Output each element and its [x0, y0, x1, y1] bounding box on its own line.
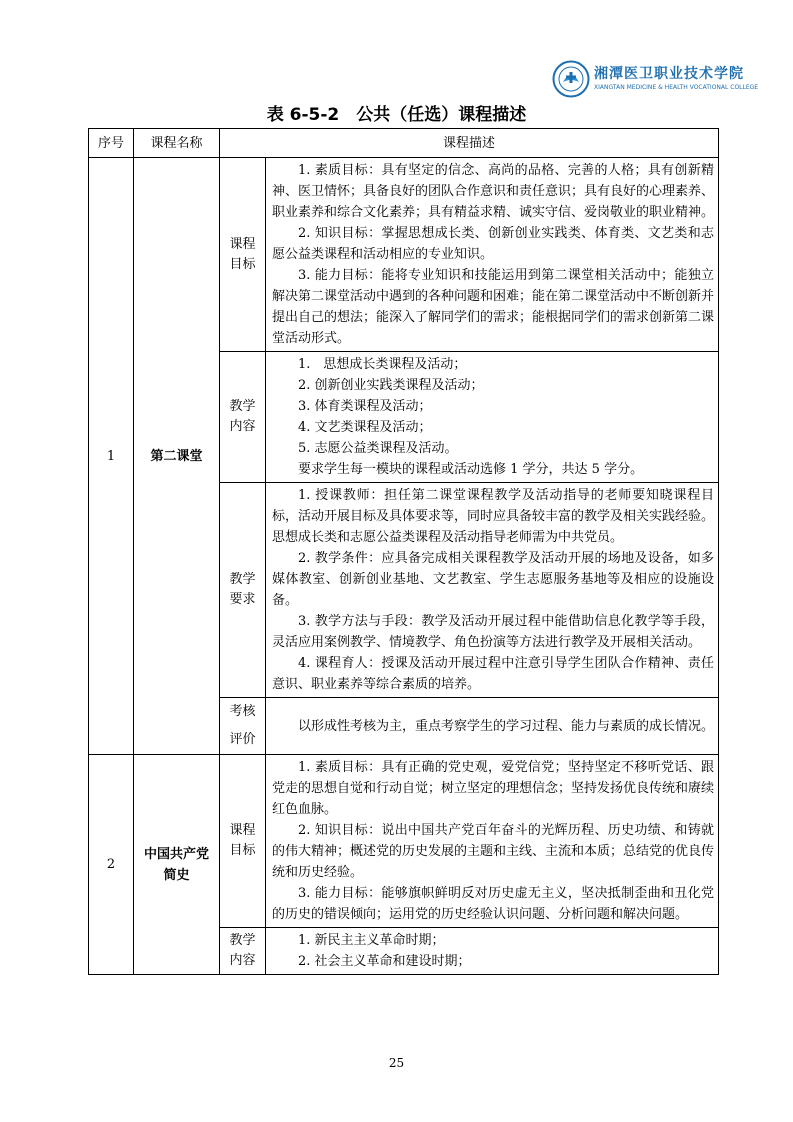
description-cell [266, 755, 719, 928]
description-cell [266, 483, 719, 698]
category-cell [220, 928, 266, 975]
desc-line: 4. 课程育人：授课及活动开展过程中注意引导学生团队合作精神、责任意识、职业素养等综合素质的培养。 [272, 656, 715, 692]
content-item: 2. 社会主义革命和建设时期； [298, 954, 471, 969]
content-item: 5. 志愿公益类课程及活动。 [298, 441, 458, 456]
table-title: 表 6-5-2 公共（任选）课程描述 [266, 105, 527, 125]
header-no: 序号 [89, 129, 134, 158]
category-label: 评价 [229, 732, 256, 747]
header-desc: 课程描述 [220, 129, 719, 158]
category-label: 教学要求 [229, 572, 256, 607]
content-item: 3. 体育类课程及活动； [298, 399, 432, 414]
course-no: 1 [89, 158, 134, 755]
desc-line: 2. 知识目标：说出中国共产党百年奋斗的光辉历程、历史功绩、和铸就的伟大精神；概述党的历史发展的主题和主线、主流和本质；总结党的优良传统和历史经验。 [272, 823, 715, 880]
category-label: 课程目标 [229, 823, 256, 858]
description-cell [266, 158, 719, 352]
category-cell [220, 755, 266, 928]
content-note: 要求学生每一模块的课程或活动选修 1 学分，共达 5 学分。 [298, 462, 644, 477]
college-seal-icon [552, 60, 590, 98]
desc-line: 2. 知识目标：掌握思想成长类、创新创业实践类、体育类、文艺类和志愿公益类课程和活动相应的专业知识。 [272, 226, 715, 262]
category-cell [220, 483, 266, 698]
header-name: 课程名称 [134, 129, 220, 158]
desc-line: 以形成性考核为主，重点考察学生的学习过程、能力与素质的成长情况。 [298, 718, 715, 734]
college-logo [552, 60, 759, 100]
desc-line: 1. 授课教师：担任第二课堂课程教学及活动指导的老师要知晓课程目标，活动开展目标及具体要求等，同时应具备较丰富的教学及相关实践经验。思想成长类和志愿公益类课程及活动指导老师需为中共党员。 [272, 488, 715, 545]
desc-line: 1. 素质目标：具有正确的党史观，爱党信党；坚持坚定不移听党话、跟党走的思想自觉和行动自觉；树立坚定的理想信念；坚持发扬优良传统和赓续红色血脉。 [272, 760, 715, 817]
logo-subtitle: XIANGTAN MEDICINE & HEALTH VOCATIONAL COLLEGE [594, 84, 759, 91]
desc-line: 2. 教学条件：应具备完成相关课程教学及活动开展的场地及设备，如多媒体教室、创新创业基地、文艺教室、学生志愿服务基地等及相应的设施设备。 [272, 551, 715, 608]
category-cell [220, 352, 266, 483]
logo-name: 湘潭医卫职业技术学院 [594, 66, 744, 82]
desc-line: 3. 能力目标：能将专业知识和技能运用到第二课堂相关活动中；能独立解决第二课堂活动中遇到的各种问题和困难；能在第二课堂活动中不断创新并提出自己的想法；能深入了解同学们的需求；能根据同学们的需求创新第二课堂活动形式。 [272, 268, 715, 346]
category-label: 课程目标 [229, 236, 256, 272]
course-no: 2 [89, 755, 134, 975]
desc-line: 1. 素质目标：具有坚定的信念、高尚的品格、完善的人格；具有创新精神、医卫情怀；具备良好的团队合作意识和责任意识；具有良好的心理素养、职业素养和综合文化素养；具有精益求精、诚实守信、爱岗敬业的职业精神。 [272, 163, 715, 220]
table-row [89, 158, 719, 352]
table-row [89, 755, 719, 928]
category-label: 教学内容 [229, 933, 256, 968]
description-cell [266, 352, 719, 483]
category-cell [220, 158, 266, 352]
page-number: 25 [388, 1056, 405, 1070]
desc-line: 3. 教学方法与手段：教学及活动开展过程中能借助信息化教学等手段，灵活应用案例教学、情境教学、角色扮演等方法进行教学及开展相关活动。 [272, 614, 715, 650]
content-item: 4. 文艺类课程及活动； [298, 420, 432, 435]
category-label: 考核 [229, 704, 256, 719]
table-header-row [89, 129, 719, 158]
category-cell [220, 698, 266, 755]
course-name: 简史 [163, 867, 190, 883]
content-item: 1. 新民主主义革命时期； [298, 933, 445, 948]
course-table [88, 128, 719, 975]
course-name: 中国共产党 [143, 846, 209, 862]
description-cell [266, 698, 719, 755]
content-item: 2. 创新创业实践类课程及活动； [298, 378, 484, 393]
description-cell [266, 928, 719, 975]
category-label: 教学内容 [229, 399, 256, 434]
course-name-cell [134, 755, 220, 975]
desc-line: 3. 能力目标：能够旗帜鲜明反对历史虚无主义，坚决抵制歪曲和丑化党的历史的错误倾向；运用党的历史经验认识问题、分析问题和解决问题。 [272, 886, 715, 922]
content-item: 1. 思想成长类课程及活动； [298, 357, 467, 372]
course-name: 第二课堂 [134, 158, 220, 755]
